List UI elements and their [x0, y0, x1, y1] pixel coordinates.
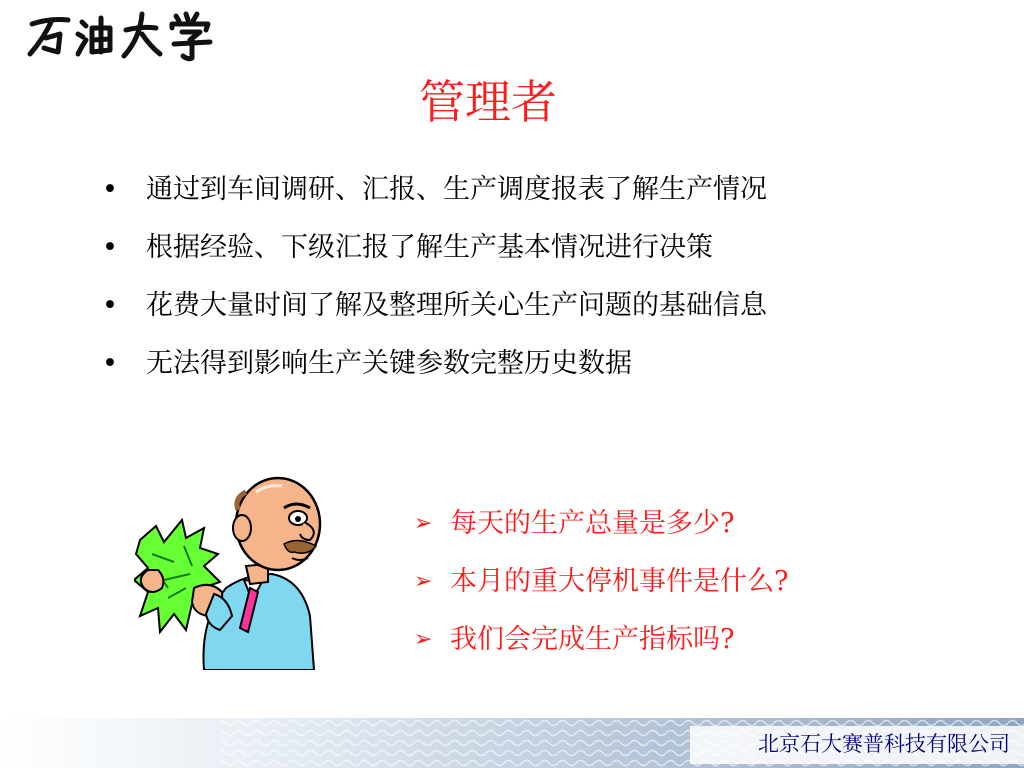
bullet-item — [102, 284, 982, 342]
bullet-dot: • — [102, 290, 118, 321]
question-item — [414, 562, 788, 620]
arrow-bullet-icon: ➢ — [414, 569, 433, 594]
bullet-item — [102, 342, 982, 400]
manager-clipart — [134, 470, 334, 670]
company-name: 北京石大赛普科技有限公司 — [758, 732, 1010, 756]
arrow-bullet-icon: ➢ — [414, 511, 433, 536]
bullet-dot: • — [102, 348, 118, 379]
question-text: 本月的重大停机事件是什么? — [450, 566, 789, 597]
university-logo — [26, 4, 216, 64]
bullet-dot: • — [102, 232, 118, 263]
slide-title: 管理者 — [419, 75, 557, 129]
question-item — [414, 504, 788, 562]
bullet-list — [102, 168, 982, 400]
bullet-dot: • — [102, 174, 118, 205]
question-text: 每天的生产总量是多少? — [450, 508, 735, 539]
bullet-text: 通过到车间调研、汇报、生产调度报表了解生产情况 — [146, 174, 767, 205]
arrow-bullet-icon: ➢ — [414, 627, 433, 652]
question-item — [414, 620, 788, 678]
question-list — [414, 504, 788, 678]
question-text: 我们会完成生产指标吗? — [450, 624, 735, 655]
bullet-text: 根据经验、下级汇报了解生产基本情况进行决策 — [146, 232, 713, 263]
bullet-text: 花费大量时间了解及整理所关心生产问题的基础信息 — [146, 290, 767, 321]
bullet-text: 无法得到影响生产关键参数完整历史数据 — [146, 348, 632, 379]
bullet-item — [102, 168, 982, 226]
bullet-item — [102, 226, 982, 284]
